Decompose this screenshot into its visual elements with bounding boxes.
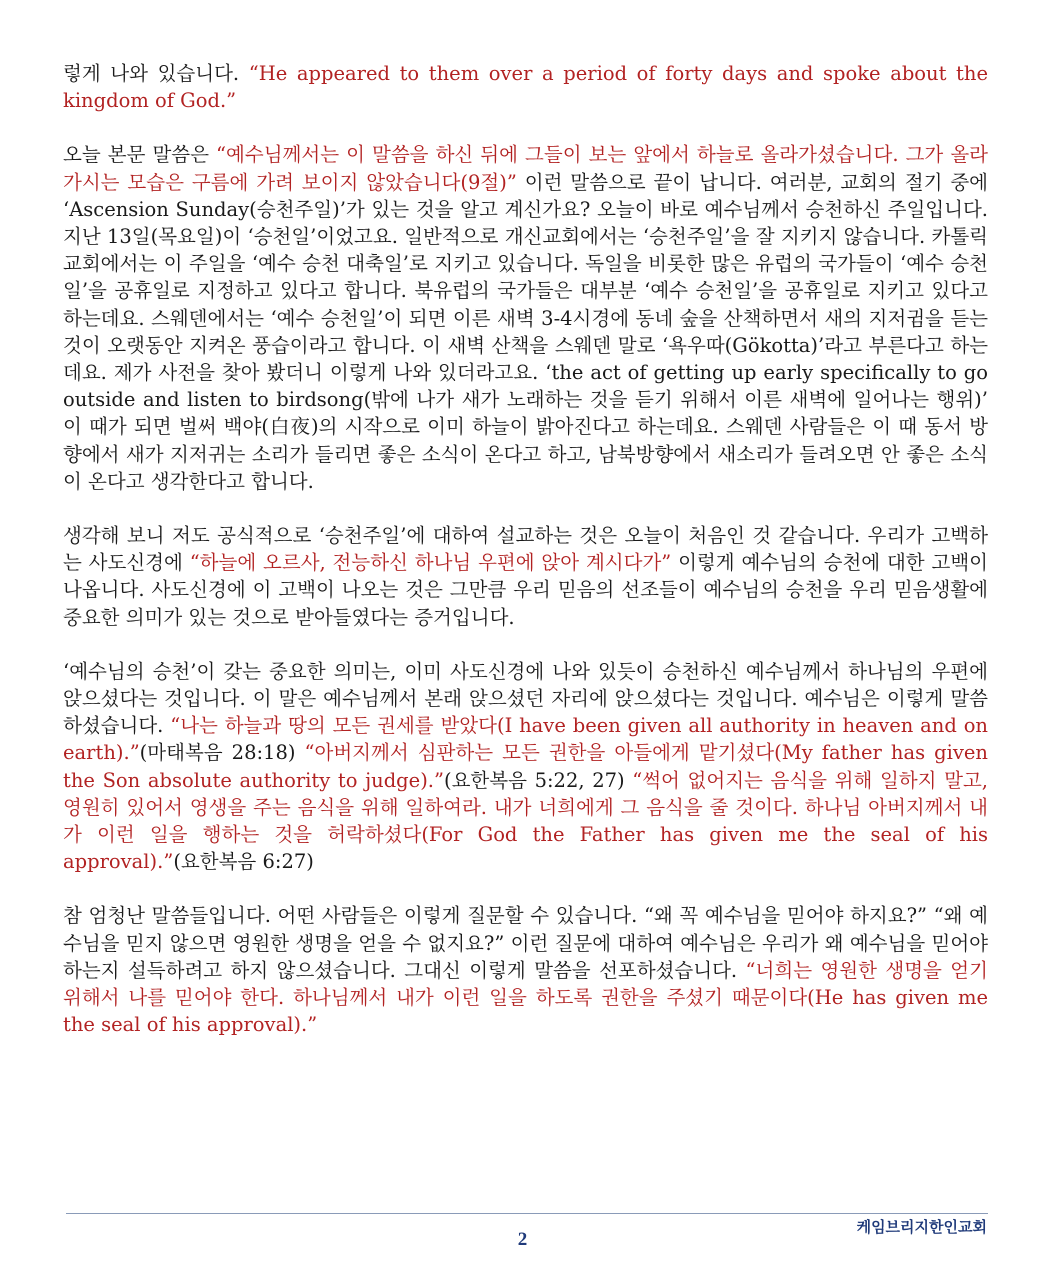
paragraph — [63, 658, 988, 876]
scripture-reference: (요한복음 5:22, 27) — [443, 768, 633, 792]
paragraph — [63, 60, 988, 114]
scripture-quote: “나는 하늘과 땅의 모든 권세를 받았다(I have been given all authority in heaven and on earth).” — [63, 714, 988, 765]
scripture-quote: “너희는 영원한 생명을 얻기 위해서 나를 믿어야 한다. 하나님께서 내가 이런 일을 하도록 권한을 주셨기 때문이다(He has given me the seal of his approval).” — [63, 958, 988, 1037]
scripture-quote: “He appeared to them over a period of forty days and spoke about the kingdom of God.” — [63, 62, 988, 113]
paragraph-text: 이런 말씀으로 끝이 납니다. 여러분, 교회의 절기 중에 ‘Ascension Sunday(승천주일)’가 있는 것을 알고 계신가요? 오늘이 바로 예수님께서 승천하신 주일입니다. 지난 13일(목요일)이 ‘승천일’이었고요. 일반적으로 개신교회에서는 ‘승천주일’을 잘 지키지 않습니다. 카톨릭 교회에서는 이 주일을 ‘예수 승천 대축일’로 지키고 있습니다. 독일을 비롯한 많은 유럽의 국가들이 ‘예수 승천일’을 공휴일로 지정하고 있다고 합니다. 북유럽의 국가들은 대부분 ‘예수 승천일’을 공휴일로 지키고 있다고 하는데요. 스웨덴에서는 ‘예수 승천일’이 되면 이른 새벽 3-4시경에 동네 숲을 산책하면서 새의 지저귐을 듣는것이 오랫동안 지켜온 풍습이라고 합니다. 이 새벽 산책을 스웨덴 말로 ‘욕우따(Gökotta)’라고 부른다고 하는데요. 제가 사전을 찾아 봤더니 이렇게 나와 있더라고요. ‘the act of getting up early specifically to go outside and listen to birdsong(밖에 나가 새가 노래하는 것을 듣기 위해서 이른 새벽에 일어나는 행위)’ 이 때가 되면 벌써 백야(白夜)의 시작으로 이미 하늘이 밝아진다고 하는데요. 스웨덴 사람들은 이 때 동서 방향에서 새가 지저귀는 소리가 들리면 좋은 소식이 온다고 하고, 남북방향에서 새소리가 들려오면 안 좋은 소식이 온다고 생각한다고 합니다. — [63, 170, 988, 493]
paragraph — [63, 522, 988, 631]
paragraph-text: 렇게 나와 있습니다. — [63, 62, 249, 85]
scripture-quote: “아버지께서 심판하는 모든 권한을 아들에게 맡기셨다(My father has given the Son absolute authority to judge).” — [63, 741, 988, 792]
paragraph-text: 생각해 보니 저도 공식적으로 ‘승천주일’에 대하여 설교하는 것은 오늘이 처음인 것 같습니다. 우리가 고백하는 사도신경에 — [63, 524, 988, 575]
paragraph — [63, 902, 988, 1038]
page-number: 2 — [517, 1229, 528, 1250]
sermon-body — [63, 60, 988, 1066]
church-name: 케임브리지한인교회 — [856, 1218, 987, 1236]
paragraph — [63, 141, 988, 495]
footer-divider — [66, 1213, 988, 1214]
paragraph-text: 이렇게 예수님의 승천에 대한 고백이 나옵니다. 사도신경에 이 고백이 나오는 것은 그만큼 우리 믿음의 선조들이 예수님의 승천을 우리 믿음생활에 중요한 의미가 있는 것으로 받아들였다는 증거입니다. — [63, 551, 988, 629]
paragraph-text: ‘예수님의 승천’이 갖는 중요한 의미는, 이미 사도신경에 나와 있듯이 승천하신 예수님께서 하나님의 우편에 앉으셨다는 것입니다. 이 말은 예수님께서 본래 앉으셨던 자리에 앉으셨다는 것입니다. 예수님은 이렇게 말씀하셨습니다. — [63, 659, 988, 738]
scripture-quote: “썩어 없어지는 음식을 위해 일하지 말고, 영원히 있어서 영생을 주는 음식을 위해 일하여라. 내가 너희에게 그 음식을 줄 것이다. 하나님 아버지께서 내가 이런 일을 행하는 것을 허락하셨다(For God the Father has given me the seal of his approval).” — [63, 768, 988, 874]
scripture-quote: “예수님께서는 이 말씀을 하신 뒤에 그들이 보는 앞에서 하늘로 올라가셨습니다. 그가 올라가시는 모습은 구름에 가려 보이지 않았습니다(9절)” — [63, 143, 988, 194]
scripture-reference: (마태복음 28:18) — [139, 741, 305, 765]
scripture-reference: (요한복음 6:27) — [173, 850, 314, 874]
scripture-quote: “하늘에 오르사, 전능하신 하나님 우편에 앉아 계시다가” — [189, 551, 672, 575]
paragraph-text: 참 엄청난 말씀들입니다. 어떤 사람들은 이렇게 질문할 수 있습니다. “왜 꼭 예수님을 믿어야 하지요?” “왜 예수님을 믿지 않으면 영원한 생명을 얻을 수 없지요?” 이런 질문에 대하여 예수님은 우리가 왜 예수님을 믿어야 하는지 설득하려고 하지 않으셨습니다. 그대신 이렇게 말씀을 선포하셨습니다. — [63, 904, 988, 982]
paragraph-text: 오늘 본문 말씀은 — [63, 143, 217, 167]
